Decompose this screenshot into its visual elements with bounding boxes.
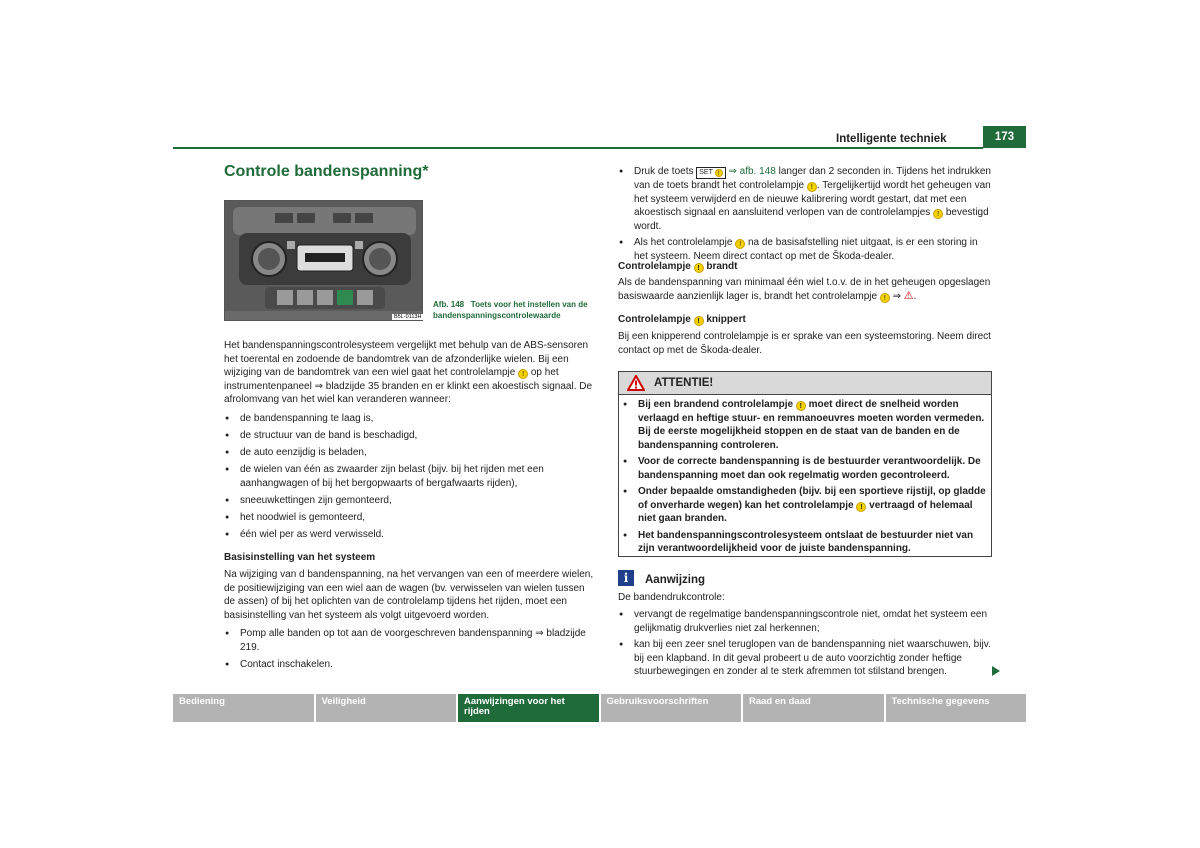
continue-arrow-icon (992, 666, 1000, 676)
warning-item (622, 485, 987, 526)
figure-code: B5L-0113H (394, 314, 422, 320)
figure-reference: ⇒ afb. 148 (728, 166, 776, 177)
list-item: ● het noodwiel is gemonteerd, (224, 511, 598, 525)
tyre-warning-lamp-icon: ! (694, 263, 704, 273)
page-title: Controle bandenspanning* (224, 163, 429, 180)
note-intro: De bandendrukcontrole: (618, 592, 725, 603)
tyre-warning-lamp-icon: ! (796, 401, 806, 411)
list-item: ● de bandenspanning te laag is, (224, 412, 598, 426)
header-rule (173, 147, 983, 149)
knippert-heading-a: Controlelampje (618, 314, 691, 325)
tyre-warning-lamp-icon: ! (880, 293, 890, 303)
page-number: 173 (983, 126, 1026, 148)
list-item: ● de structuur van de band is beschadigd, (224, 429, 598, 443)
step3-text-d: bevestigd wordt. (634, 207, 989, 232)
tab-veiligheid[interactable]: Veiligheid (316, 694, 457, 722)
note-item: ● vervangt de regelmatige bandenspanningscontrole niet, omdat het systeem een gelijkmatig drukverlies niet zal herkennen; (618, 608, 992, 635)
list-item: ● één wiel per as werd verwisseld. (224, 528, 598, 542)
warning-header (619, 372, 991, 395)
figure-caption (433, 300, 603, 321)
warning-p1-b: moet direct de snelheid worden verlaagd en heftige stuur- en remmanoeuvres moeten worden vermeden. Bij de eerste mogelijkheid stoppen en de staat van de banden en de bandenspanning controleren. (638, 399, 985, 451)
step3-text-c: . Tergelijkertijd wordt het geheugen van het systeem verwijderd en de nieuwe kalibrering wordt gestart, dat met een akoestisch signaal en aansluitend verlopen van de controlelampjes (634, 180, 991, 218)
note-list (618, 608, 992, 679)
basis-heading: Basisinstelling van het systeem (224, 552, 376, 563)
knippert-heading-b: knippert (706, 314, 746, 325)
climate-panel-illustration (225, 201, 423, 321)
knippert-heading (618, 313, 992, 327)
list-item: ● sneeuwkettingen zijn gemonteerd, (224, 494, 598, 508)
figure-caption-text: Toets voor het instellen van de bandenspanningscontrolewaarde (433, 300, 588, 320)
steps-list (224, 627, 598, 671)
step3-text-a: Druk de toets (634, 166, 694, 177)
warning-box (618, 371, 992, 557)
step-item: ● Pomp alle banden op tot aan de voorgeschreven bandenspanning ⇒ bladzijde 219. (224, 627, 598, 654)
tyre-warning-lamp-icon: ! (856, 502, 866, 512)
brandt-heading-b: brandt (706, 261, 738, 272)
conditions-list (224, 412, 598, 541)
brandt-text-a: Als de bandenspanning van minimaal één wiel t.o.v. de in het geheugen opgeslagen basiswaarde aanzienlijk lager is, brandt het controlelampje (618, 277, 991, 302)
figure-climate-panel (224, 200, 423, 321)
tab-raad-en-daad[interactable]: Raad en daad (743, 694, 884, 722)
tyre-warning-lamp-icon: ! (933, 209, 943, 219)
step-item: ● Contact inschakelen. (224, 658, 598, 672)
set-key-icon (696, 167, 725, 179)
intro-text-1: Het bandenspanningscontrolesysteem vergelijkt met behulp van de ABS-sensoren het toerental en zodoende de bandomtrek van de afzonderlijke wielen. Bij een wijziging van de bandomtrek van een wiel gaat het controlelampje (224, 340, 589, 378)
step4-text-b: na de basisafstelling niet uitgaat, is er een storing in het systeem. Neem direct contact op met de Škoda-dealer. (634, 237, 978, 262)
tyre-warning-lamp-icon: ! (518, 369, 528, 379)
step-item (618, 165, 992, 233)
header-section-title: Intelligente techniek (836, 133, 947, 145)
step-item (618, 236, 992, 263)
warning-item (622, 398, 987, 452)
warning-p1-a: Bij een brandend controlelampje (638, 399, 794, 410)
tab-bediening[interactable]: Bediening (173, 694, 314, 722)
intro-paragraph (224, 339, 598, 407)
basis-paragraph: Na wijziging van d bandenspanning, na het vervangen van een of meerdere wielen, de positiewijziging van een wiel aan de wagen (bv. verwisselen van wielen tussen de assen) of bij het oplichten van de controlelamp tijdens het rijden, moet een basisinstelling van het systeem als volgt uitgevoerd worden. (224, 569, 594, 621)
warning-triangle-icon: ⚠ (903, 289, 914, 302)
intro-text-2: op het instrumentenpaneel ⇒ bladzijde 35 branden en er klinkt een akoestisch signaal. De afrolomvang van het wiel kan veranderen wanneer: (224, 367, 593, 405)
tyre-warning-lamp-icon: ! (735, 239, 745, 249)
brandt-heading-a: Controlelampje (618, 261, 691, 272)
tyre-lamp-icon: ! (715, 169, 723, 177)
step3-text-b: langer dan 2 seconden in. Tijdens het indrukken van de toets brandt het controlelampje (634, 166, 991, 191)
info-icon: i (618, 570, 634, 586)
list-item: ● de wielen van één as zwaarder zijn belast (bijv. bij het rijden met een aanhangwagen of bij het bergopwaarts of bergafwaarts rijden), (224, 463, 598, 490)
note-item: ● kan bij een zeer snel teruglopen van de bandenspanning niet waarschuwen, bijv. bij een klapband. In dit geval probeert u de auto voorzichtig zonder heftige stuurbewegingen en zonder al te sterk afremmen tot stilstand brengen. (618, 638, 992, 679)
step4-text-a: Als het controlelampje (634, 237, 733, 248)
knippert-paragraph: Bij een knipperend controlelampje is er sprake van een systeemstoring. Neem direct contact op met de Škoda-dealer. (618, 331, 991, 356)
warning-title: ATTENTIE! (654, 377, 714, 389)
step-press-set (618, 165, 992, 263)
chapter-tabs (173, 694, 1026, 722)
tab-gebruiksvoorschriften[interactable]: Gebruiksvoorschriften (601, 694, 742, 722)
figure-caption-label: Afb. 148 (433, 300, 465, 309)
brandt-heading (618, 260, 992, 274)
note-title: Aanwijzing (645, 574, 706, 586)
warning-p3-b: vertraagd of helemaal niet gaan branden. (638, 499, 973, 524)
brandt-paragraph: Als de bandenspanning van minimaal één wiel t.o.v. de in het geheugen opgeslagen basiswaarde aanzienlijk lager is, brandt het controlelampje ! ⇒ ⚠. (618, 277, 991, 302)
set-key-label: SET (699, 169, 713, 176)
tyre-warning-lamp-icon: ! (807, 182, 817, 192)
warning-body (619, 395, 991, 556)
warning-item: ● Voor de correcte bandenspanning is de bestuurder verantwoordelijk. De bandenspanning moet dan ook regelmatig worden gecontroleerd. (622, 455, 987, 482)
brandt-text-b: ⇒ (892, 290, 901, 302)
warning-triangle-icon (627, 375, 645, 391)
list-item: ● de auto eenzijdig is beladen, (224, 446, 598, 460)
warning-p3-a: Onder bepaalde omstandigheden (bijv. bij een sportieve rijstijl, op gladde of onverharde wegen) kan het controlelampje (638, 486, 986, 511)
tab-technische-gegevens[interactable]: Technische gegevens (886, 694, 1027, 722)
tab-aanwijzingen-voor-het-rijden[interactable]: Aanwijzingen voor het rijden (458, 694, 599, 722)
tyre-warning-lamp-icon: ! (694, 316, 704, 326)
warning-item: ● Het bandenspanningscontrolesysteem ontslaat de bestuurder niet van zijn verantwoordelijkheid voor de juiste bandenspanning. (622, 529, 987, 556)
